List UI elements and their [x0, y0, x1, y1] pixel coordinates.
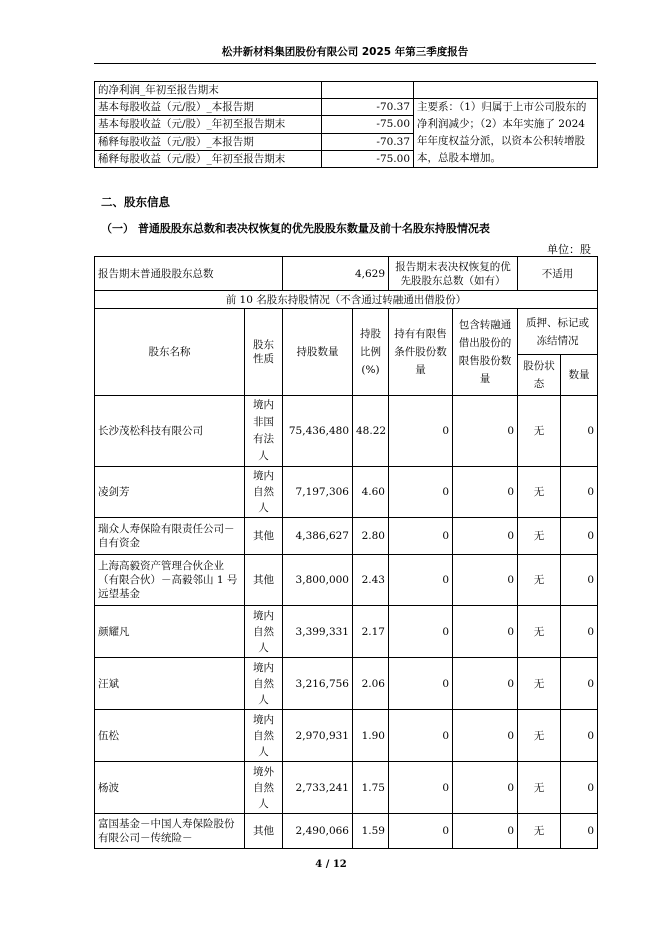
holder-status: 无 [518, 606, 561, 658]
header-status: 股份状态 [518, 355, 561, 396]
holder-name: 颜耀凡 [95, 606, 245, 658]
header-lent: 包含转融通借出股份的限售股份数量 [453, 309, 518, 396]
pref-holders-label: 报告期末表决权恢复的优先股股东总数（如有） [389, 257, 518, 291]
holder-qty: 0 [561, 658, 598, 710]
header-name: 股东名称 [95, 309, 245, 396]
holder-ratio: 4.60 [353, 467, 389, 518]
holder-shares: 3,800,000 [283, 555, 353, 606]
holder-qty: 0 [561, 814, 598, 849]
header-row [95, 309, 598, 355]
holder-nature: 其他 [245, 518, 283, 555]
holder-shares: 3,399,331 [283, 606, 353, 658]
eps-row-label: 稀释每股收益（元/股）_本报告期 [95, 133, 322, 150]
holder-ratio: 2.43 [353, 555, 389, 606]
eps-row-value: -75.00 [322, 116, 414, 133]
holder-shares: 2,970,931 [283, 710, 353, 762]
holder-lent: 0 [453, 710, 518, 762]
header-pledge: 质押、标记或冻结情况 [518, 309, 598, 355]
holder-lent: 0 [453, 606, 518, 658]
page-header: 松井新材料集团股份有限公司 2025 年第三季度报告 [94, 44, 596, 64]
table-row [95, 814, 598, 849]
holder-nature: 其他 [245, 555, 283, 606]
holder-ratio: 2.17 [353, 606, 389, 658]
shareholder-table [94, 256, 598, 849]
holder-shares: 75,436,480 [283, 396, 353, 467]
holder-status: 无 [518, 518, 561, 555]
holder-status: 无 [518, 762, 561, 814]
holder-name: 长沙茂松科技有限公司 [95, 396, 245, 467]
holder-restricted: 0 [389, 467, 453, 518]
header-shares: 持股数量 [283, 309, 353, 396]
pref-holders-value: 不适用 [518, 257, 598, 291]
holder-lent: 0 [453, 396, 518, 467]
holder-restricted: 0 [389, 814, 453, 849]
holder-name: 汪斌 [95, 658, 245, 710]
header-ratio: 持股比例(%) [353, 309, 389, 396]
holder-qty: 0 [561, 606, 598, 658]
holder-nature: 境外自然人 [245, 762, 283, 814]
holder-lent: 0 [453, 814, 518, 849]
holder-lent: 0 [453, 658, 518, 710]
holder-shares: 4,386,627 [283, 518, 353, 555]
eps-row-label: 的净利润_年初至报告期末 [95, 82, 322, 99]
header-qty: 数量 [561, 355, 598, 396]
page-number: 4 / 12 [315, 859, 347, 870]
table-row [95, 555, 598, 606]
holder-lent: 0 [453, 467, 518, 518]
table-row [95, 658, 598, 710]
table-row [95, 518, 598, 555]
holder-lent: 0 [453, 518, 518, 555]
table-row [95, 606, 598, 658]
table-row [95, 467, 598, 518]
holder-status: 无 [518, 467, 561, 518]
holder-lent: 0 [453, 762, 518, 814]
holder-qty: 0 [561, 396, 598, 467]
holder-status: 无 [518, 710, 561, 762]
holder-name: 上海高毅资产管理合伙企业（有限合伙）－高毅邻山 1 号远望基金 [95, 555, 245, 606]
eps-row-label: 基本每股收益（元/股）_本报告期 [95, 99, 322, 116]
holder-status: 无 [518, 814, 561, 849]
holder-restricted: 0 [389, 396, 453, 467]
holder-restricted: 0 [389, 606, 453, 658]
holder-restricted: 0 [389, 658, 453, 710]
holder-shares: 3,216,756 [283, 658, 353, 710]
holder-shares: 7,197,306 [283, 467, 353, 518]
table-row [95, 396, 598, 467]
table-row [95, 82, 598, 99]
holder-nature: 境内非国有法人 [245, 396, 283, 467]
holder-ratio: 1.75 [353, 762, 389, 814]
holder-shares: 2,733,241 [283, 762, 353, 814]
eps-row-label: 基本每股收益（元/股）_年初至报告期末 [95, 116, 322, 133]
holder-qty: 0 [561, 555, 598, 606]
holder-status: 无 [518, 555, 561, 606]
holder-nature: 其他 [245, 814, 283, 849]
holder-qty: 0 [561, 518, 598, 555]
holder-ratio: 2.80 [353, 518, 389, 555]
holder-shares: 2,490,066 [283, 814, 353, 849]
holder-nature: 境内自然人 [245, 658, 283, 710]
holder-ratio: 2.06 [353, 658, 389, 710]
unit-label: 单位：股 [547, 243, 591, 256]
eps-table [94, 81, 598, 168]
eps-row-value: -70.37 [322, 99, 414, 116]
holder-lent: 0 [453, 555, 518, 606]
holder-qty: 0 [561, 467, 598, 518]
subsection-title: （一） 普通股股东总数和表决权恢复的优先股股东数量及前十名股东持股情况表 [101, 222, 490, 235]
holder-status: 无 [518, 396, 561, 467]
holder-name: 杨波 [95, 762, 245, 814]
holder-ratio: 1.59 [353, 814, 389, 849]
holder-name: 富国基金－中国人寿保险股份有限公司－传统险－ [95, 814, 245, 849]
holder-qty: 0 [561, 710, 598, 762]
eps-row-value: -75.00 [322, 150, 414, 167]
eps-row-value: -70.37 [322, 133, 414, 150]
section-title: 二、股东信息 [101, 195, 170, 209]
table-row [95, 99, 598, 116]
eps-row-label: 稀释每股收益（元/股）_年初至报告期末 [95, 150, 322, 167]
holder-restricted: 0 [389, 762, 453, 814]
holder-status: 无 [518, 658, 561, 710]
holder-restricted: 0 [389, 555, 453, 606]
holder-qty: 0 [561, 762, 598, 814]
caption-row [95, 291, 598, 309]
holder-name: 瑞众人寿保险有限责任公司－自有资金 [95, 518, 245, 555]
eps-note: 主要系：（1）归属于上市公司股东的净利润减少；（2）本年实施了 2024 年年度权益分派，以资本公积转增股本，总股本增加。 [414, 99, 598, 168]
header-nature: 股东性质 [245, 309, 283, 396]
table-row [95, 710, 598, 762]
holder-ratio: 1.90 [353, 710, 389, 762]
table-row [95, 762, 598, 814]
holder-restricted: 0 [389, 518, 453, 555]
total-holders-value: 4,629 [283, 257, 389, 291]
top10-caption: 前 10 名股东持股情况（不含通过转融通出借股份） [95, 291, 598, 309]
summary-row [95, 257, 598, 291]
holder-nature: 境内自然人 [245, 467, 283, 518]
total-holders-label: 报告期末普通股股东总数 [95, 257, 283, 291]
holder-ratio: 48.22 [353, 396, 389, 467]
holder-nature: 境内自然人 [245, 606, 283, 658]
holder-name: 伍松 [95, 710, 245, 762]
holder-restricted: 0 [389, 710, 453, 762]
header-restricted: 持有有限售条件股份数量 [389, 309, 453, 396]
holder-nature: 境内自然人 [245, 710, 283, 762]
holder-name: 凌剑芳 [95, 467, 245, 518]
